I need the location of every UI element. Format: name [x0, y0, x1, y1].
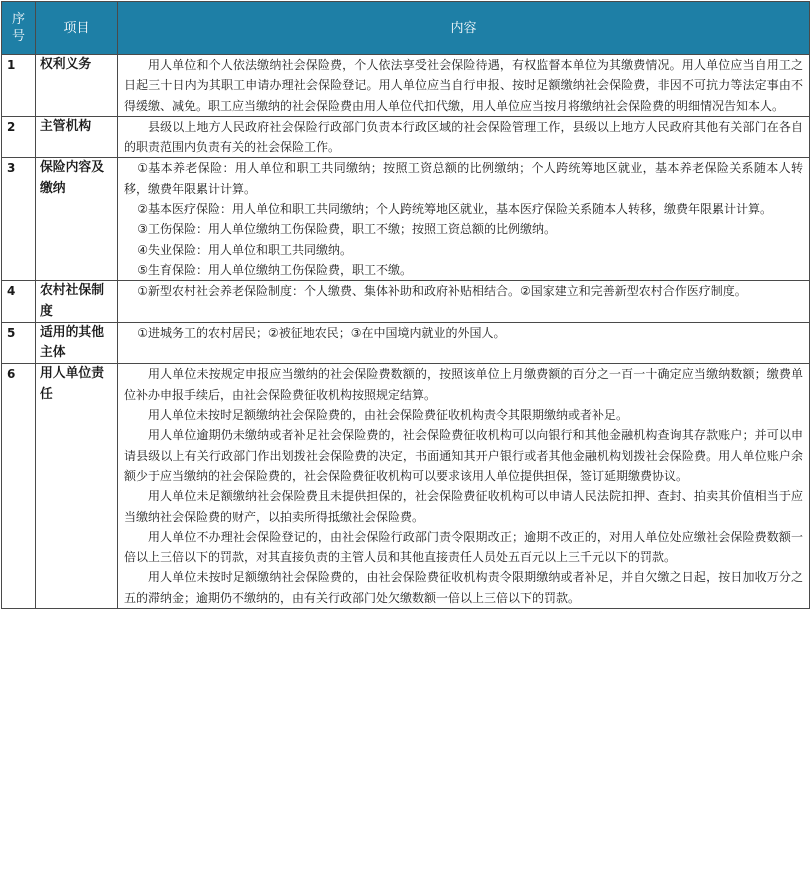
- social-insurance-table: [1, 1, 810, 609]
- header-no: [2, 2, 36, 55]
- content-paragraph: ①进城务工的农村居民；②被征地农民；③在中国境内就业的外国人。: [137, 325, 506, 340]
- row-number: 6: [2, 364, 36, 609]
- header-no-line1: 序: [11, 12, 25, 27]
- content-paragraph: 用人单位和个人依法缴纳社会保险费，个人依法享受社会保险待遇，有权监督本单位为其缴费情况。用人单位应当自用工之日起三十日内为其职工申请办理社会保险登记。用人单位应当自行申报、按时足额缴纳社会保险费，非因不可抗力等法定事由不得缓缴、减免。职工应当缴纳的社会保险费由用人单位代扣代缴，用人单位应当按月将缴纳社会保险费的明细情况告知本人。: [124, 58, 803, 113]
- content-paragraph: ④失业保险：用人单位和职工共同缴纳。: [137, 242, 352, 257]
- content-paragraph: ③工伤保险：用人单位缴纳工伤保险费，职工不缴；按照工资总额的比例缴纳。: [137, 222, 556, 237]
- row-number: 4: [2, 281, 36, 323]
- row-content: [118, 322, 810, 364]
- row-number: 5: [2, 322, 36, 364]
- content-paragraph: 用人单位未足额缴纳社会保险费且未提供担保的，社会保险费征收机构可以申请人民法院扣押、查封、拍卖其价值相当于应当缴纳社会保险费的财产，以拍卖所得抵缴社会保险费。: [124, 489, 803, 524]
- table-header-row: [2, 2, 810, 55]
- table-row: [2, 116, 810, 158]
- table-row: [2, 281, 810, 323]
- header-content: 内容: [118, 2, 810, 55]
- row-item: 适用的其他主体: [36, 322, 118, 364]
- content-paragraph: 县级以上地方人民政府社会保险行政部门负责本行政区域的社会保险管理工作，县级以上地方人民政府其他有关部门在各自的职责范围内负责有关的社会保险工作。: [124, 119, 803, 155]
- content-paragraph: 用人单位未按规定申报应当缴纳的社会保险费数额的，按照该单位上月缴费额的百分之一百一十确定应当缴纳数额；缴费单位补办申报手续后，由社会保险费征收机构按照规定结算。: [124, 367, 803, 402]
- header-item: 项目: [36, 2, 118, 55]
- row-item: 用人单位责任: [36, 364, 118, 609]
- content-paragraph: 用人单位逾期仍未缴纳或者补足社会保险费的，社会保险费征收机构可以向银行和其他金融机构查询其存款账户；并可以申请县级以上有关行政部门作出划拨社会保险费的决定，书面通知其开户银行或者其他金融机构划拨社会保险费。用人单位账户余额少于应当缴纳的社会保险费的，社会保险费征收机构可以要求该用人单位提供担保，签订延期缴费协议。: [124, 428, 803, 483]
- row-number: 1: [2, 55, 36, 117]
- table-row: [2, 364, 810, 609]
- row-content: [118, 158, 810, 281]
- row-item: 权利义务: [36, 55, 118, 117]
- table-row: [2, 55, 810, 117]
- table-row: [2, 322, 810, 364]
- content-paragraph: 用人单位未按时足额缴纳社会保险费的，由社会保险费征收机构责令限期缴纳或者补足，并自欠缴之日起，按日加收万分之五的滞纳金；逾期仍不缴纳的，由有关行政部门处欠缴数额一倍以上三倍以下的罚款。: [124, 570, 803, 605]
- header-no-line2: 号: [11, 29, 25, 44]
- row-content: [118, 116, 810, 158]
- content-paragraph: ①新型农村社会养老保险制度：个人缴费、集体补助和政府补贴相结合。②国家建立和完善新型农村合作医疗制度。: [137, 284, 747, 299]
- content-paragraph: ②基本医疗保险：用人单位和职工共同缴纳；个人跨统筹地区就业，基本医疗保险关系随本人转移，缴费年限累计计算。: [137, 202, 772, 217]
- row-content: [118, 281, 810, 323]
- table-row: [2, 158, 810, 281]
- row-number: 2: [2, 116, 36, 158]
- row-item: 保险内容及缴纳: [36, 158, 118, 281]
- content-paragraph: ⑤生育保险：用人单位缴纳工伤保险费，职工不缴。: [137, 262, 412, 277]
- row-content: [118, 55, 810, 117]
- row-content: [118, 364, 810, 609]
- row-item: 农村社保制度: [36, 281, 118, 323]
- row-item: 主管机构: [36, 116, 118, 158]
- content-paragraph: 用人单位不办理社会保险登记的，由社会保险行政部门责令限期改正；逾期不改正的，对用人单位处应缴社会保险费数额一倍以上三倍以下的罚款，对其直接负责的主管人员和其他直接责任人员处五百元以上三千元以下的罚款。: [124, 529, 803, 565]
- row-number: 3: [2, 158, 36, 281]
- content-paragraph: ①基本养老保险：用人单位和职工共同缴纳；按照工资总额的比例缴纳；个人跨统筹地区就业，基本养老保险关系随本人转移，缴费年限累计计算。: [124, 161, 803, 196]
- content-paragraph: 用人单位未按时足额缴纳社会保险费的，由社会保险费征收机构责令其限期缴纳或者补足。: [148, 408, 629, 423]
